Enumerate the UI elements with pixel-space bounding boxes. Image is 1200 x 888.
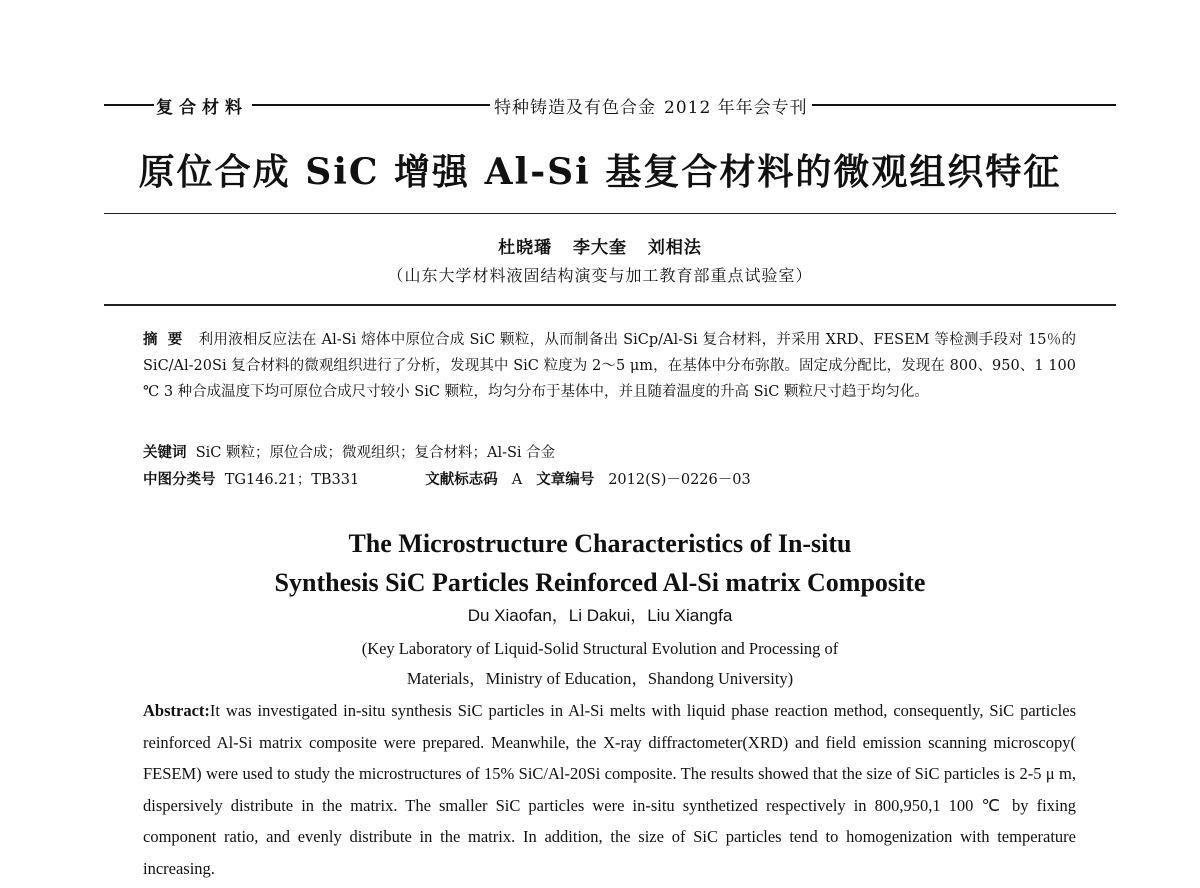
doc-code-label: 文献标志码 bbox=[425, 472, 498, 488]
title-en-line1: The Microstructure Characteristics of In-situ bbox=[348, 529, 852, 558]
abstract-chinese bbox=[143, 327, 1076, 405]
keywords-label: 关键词 bbox=[143, 445, 187, 461]
abstract-cn-text: 利用液相反应法在 Al-Si 熔体中原位合成 SiC 颗粒，从而制备出 SiCp/Al-Si 复合材料，并采用 XRD、FESEM 等检测手段对 15％的 SiC/Al-20Si 复合材料的微观组织进行了分析，发现其中 SiC 粒度为 2～5 μm，在基体中分布弥散。固定成分配比，发现在 800、950、1 100 ℃ 3 种合成温度下均可原位合成尺寸较小 SiC 颗粒，均匀分布于基体中，并且随着温度的升高 SiC 颗粒尺寸趋于均匀化。 bbox=[143, 332, 1076, 400]
affiliation-rule bbox=[104, 304, 1116, 306]
abstract-cn-label: 摘要 bbox=[143, 332, 193, 348]
header-rule-middle bbox=[252, 104, 490, 106]
affil-en-line2: Materials，Ministry of Education，Shandong University) bbox=[406, 669, 794, 688]
keywords-text: SiC 颗粒；原位合成；微观组织；复合材料；Al-Si 合金 bbox=[195, 445, 556, 461]
doc-code-value: A bbox=[511, 472, 523, 488]
header-rule-left bbox=[104, 104, 154, 106]
header-section: 复合材料 bbox=[156, 97, 248, 118]
clc-value: TG146.21；TB331 bbox=[224, 472, 360, 488]
abstract-english bbox=[143, 695, 1076, 884]
abstract-en-text: It was investigated in-situ synthesis SiC particles in Al-Si melts with liquid phase reaction method, consequently, SiC particles reinforced Al-Si matrix composite were prepared. Meanwhile, the X-ray diffractometer(XRD) and field emission scanning microscopy( FESEM) were used to study the microstructures of 15% SiC/Al-20Si composite. The results showed that the size of SiC particles is 2-5 μ m, dispersively distribute in the matrix. The smaller SiC particles were in-situ synthetized respectively in 800,950,1 100 ℃ by fixing component ratio, and evenly distribute in the matrix. In addition, the size of SiC particles tend to homogenization with temperature increasing. bbox=[143, 701, 1076, 878]
article-no-value: 2012(S)－0226－03 bbox=[608, 472, 751, 488]
affiliation-english bbox=[0, 634, 1200, 694]
title-rule bbox=[104, 213, 1116, 214]
title-chinese: 原位合成 SiC 增强 Al-Si 基复合材料的微观组织特征 bbox=[138, 151, 1062, 193]
affiliation-chinese: （山东大学材料液固结构演变与加工教育部重点试验室） bbox=[387, 266, 813, 285]
header-issue: 2012 年年会专刊 bbox=[664, 97, 808, 118]
header-rule-right bbox=[812, 104, 1116, 106]
abstract-en-label: Abstract: bbox=[143, 701, 210, 720]
clc-label: 中图分类号 bbox=[143, 472, 216, 488]
header-journal: 特种铸造及有色合金 bbox=[494, 97, 656, 118]
classification-line bbox=[143, 468, 1076, 489]
authors-chinese: 杜晓璠 李大奎 刘相法 bbox=[498, 238, 702, 258]
title-en-line2: Synthesis SiC Particles Reinforced Al-Si matrix Composite bbox=[274, 568, 926, 597]
keywords bbox=[143, 441, 1076, 462]
article-no-label: 文章编号 bbox=[536, 472, 595, 488]
title-english bbox=[0, 524, 1200, 602]
running-header bbox=[104, 92, 1116, 118]
authors-english: Du Xiaofan，Li Dakui，Liu Xiangfa bbox=[467, 606, 733, 625]
affil-en-line1: (Key Laboratory of Liquid-Solid Structural Evolution and Processing of bbox=[361, 639, 839, 658]
